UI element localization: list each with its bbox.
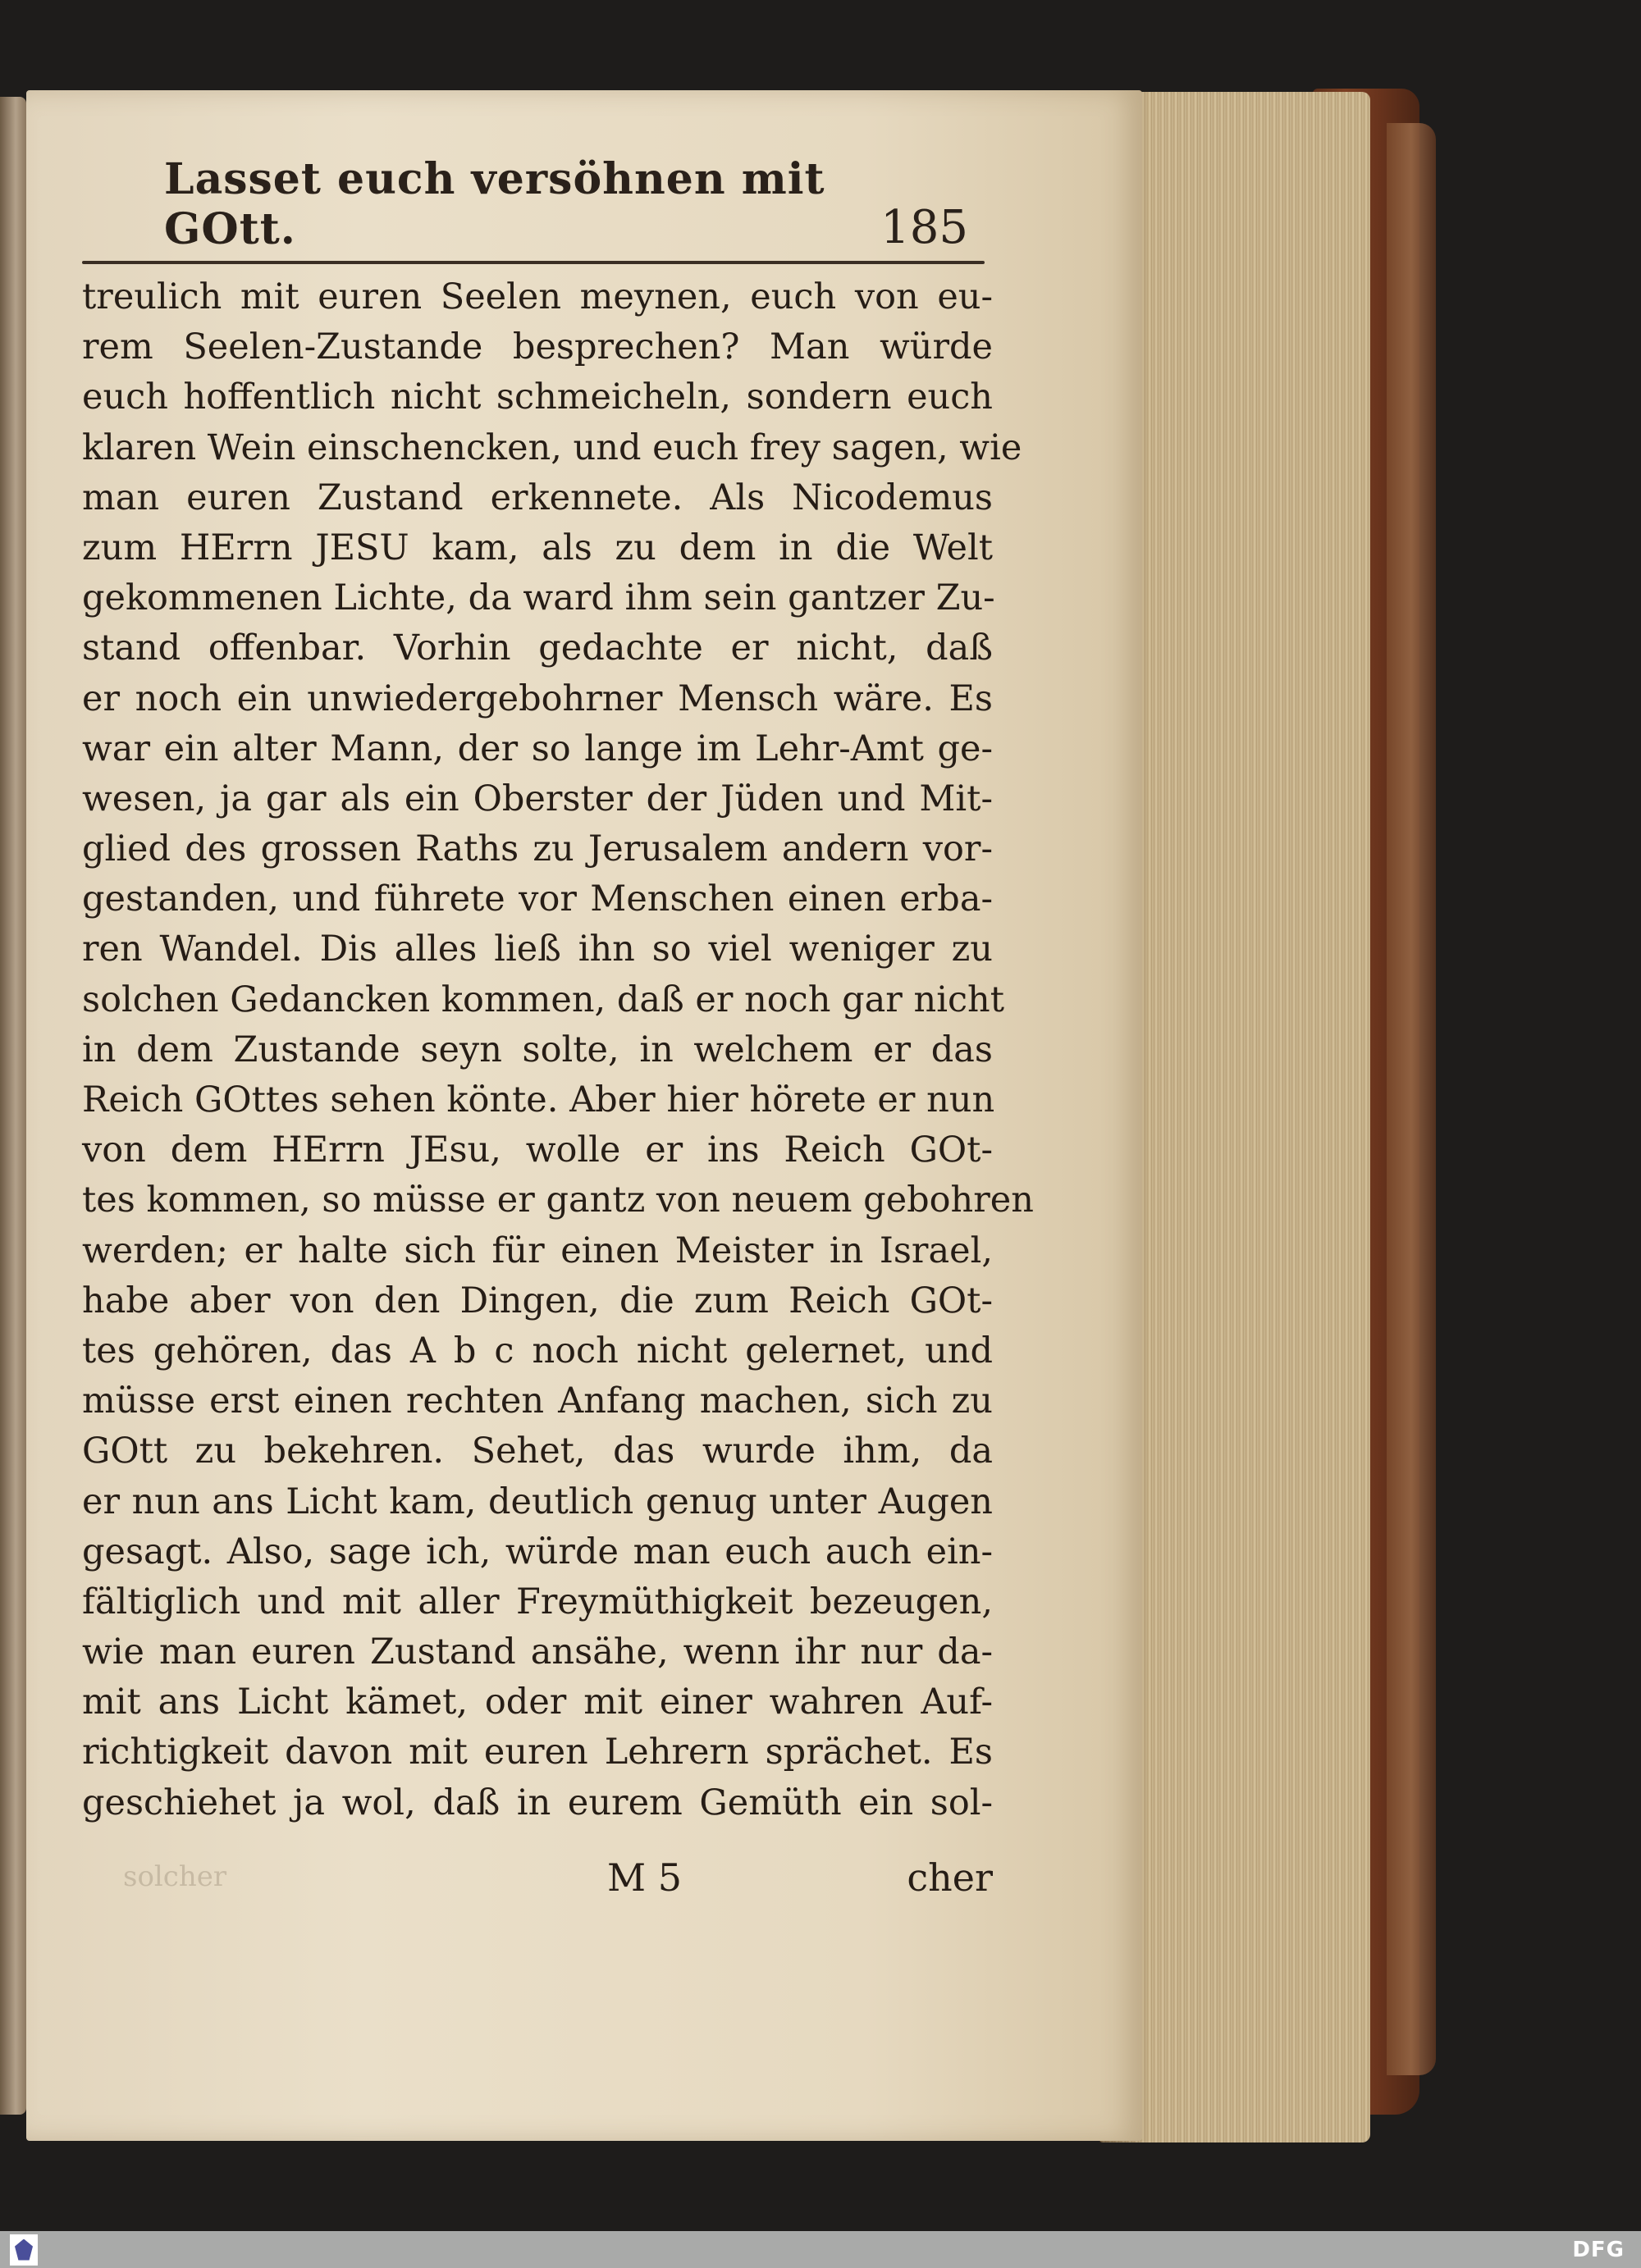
cover-edge — [1387, 123, 1436, 2075]
text-line: gesagt. Also, sage ich, würde man euch auch ein- — [82, 1531, 993, 1572]
text-line: habe aber von den Dingen, die zum Reich GOt- — [82, 1280, 993, 1321]
text-line: tes gehören, das A b c noch nicht gelernet, und — [82, 1330, 993, 1371]
text-line: stand offenbar. Vorhin gedachte er nicht, daß — [82, 627, 993, 669]
text-line: war ein alter Mann, der so lange im Lehr-Amt ge- — [82, 728, 993, 769]
signature-mark: M 5 — [607, 1855, 682, 1900]
text-line: von dem HErrn JEsu, wolle er ins Reich GOt- — [82, 1129, 993, 1171]
text-line: er noch ein unwiedergebohrner Mensch wäre. Es — [82, 678, 993, 719]
text-line: er nun ans Licht kam, deutlich genug unter Augen — [82, 1481, 993, 1522]
text-line: glied des grossen Raths zu Jerusalem andern vor- — [82, 828, 993, 870]
text-line: wesen, ja gar als ein Oberster der Jüden und Mit- — [82, 778, 993, 819]
page-footer — [82, 1855, 993, 1913]
text-line: zum HErrn JESU kam, als zu dem in die Welt — [82, 527, 993, 568]
text-line: fältiglich und mit aller Freymüthigkeit bezeugen, — [82, 1581, 993, 1622]
text-line: Reich GOttes sehen könte. Aber hier hörete er nun — [82, 1079, 995, 1120]
text-line: treulich mit euren Seelen meynen, euch von eu- — [82, 276, 993, 317]
library-emblem-icon — [15, 2239, 33, 2261]
viewer-bottom-bar — [0, 2231, 1641, 2268]
bleed-through-text: solcher — [123, 1860, 227, 1893]
dfg-logo[interactable]: DFG — [1572, 2237, 1625, 2262]
text-line: rem Seelen-Zustande besprechen? Man würde — [82, 326, 993, 368]
body-text — [82, 272, 1034, 1828]
library-logo-icon[interactable] — [10, 2234, 38, 2266]
text-line: geschiehet ja wol, daß in eurem Gemüth ein sol- — [82, 1782, 993, 1823]
text-line: wie man euren Zustand ansähe, wenn ihr nur da- — [82, 1631, 993, 1673]
catchword: cher — [907, 1855, 993, 1900]
header-rule — [82, 261, 985, 264]
left-page-edge — [0, 97, 26, 2115]
running-title: Lasset euch versöhnen mit GOtt. — [164, 154, 825, 254]
text-line: solchen Gedancken kommen, daß er noch gar nicht — [82, 979, 1005, 1020]
text-line: GOtt zu bekehren. Sehet, das wurde ihm, da — [82, 1431, 993, 1472]
text-line: gestanden, und führete vor Menschen einen erba- — [82, 878, 993, 920]
page-header — [164, 154, 985, 254]
text-line: klaren Wein einschencken, und euch frey sagen, wie — [82, 427, 1022, 468]
text-line: tes kommen, so müsse er gantz von neuem gebohren — [82, 1180, 1034, 1221]
page-number: 185 — [880, 201, 968, 254]
text-line: euch hoffentlich nicht schmeicheln, sondern euch — [82, 376, 993, 418]
text-line: richtigkeit davon mit euren Lehrern sprächet. Es — [82, 1732, 993, 1773]
text-line: mit ans Licht kämet, oder mit einer wahren Auf- — [82, 1682, 993, 1723]
text-line: ren Wandel. Dis alles ließ ihn so viel weniger zu — [82, 929, 993, 970]
text-line: in dem Zustande seyn solte, in welchem er das — [82, 1029, 993, 1070]
text-line: werden; er halte sich für einen Meister in Israel, — [82, 1230, 993, 1271]
text-line: müsse erst einen rechten Anfang machen, sich zu — [82, 1380, 993, 1422]
text-line: man euren Zustand erkennete. Als Nicodemus — [82, 477, 993, 518]
text-line: gekommenen Lichte, da ward ihm sein gantzer Zu- — [82, 577, 995, 619]
